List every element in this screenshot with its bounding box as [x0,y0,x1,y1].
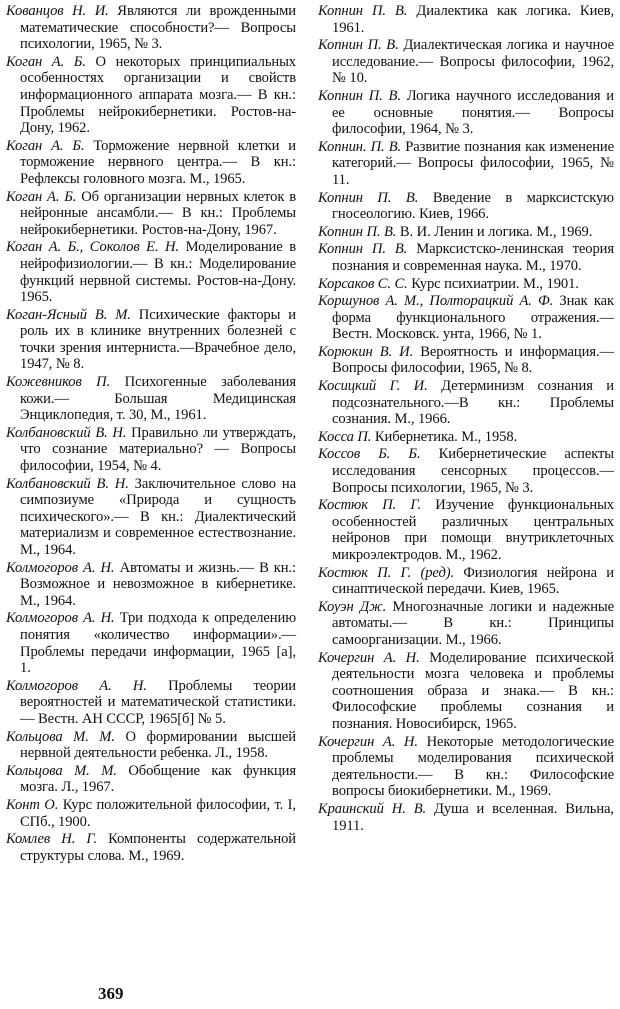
bibliography-entry [6,729,296,762]
entry-text: Проблемы теории вероятностей и математической статистики.— Вестн. АН СССР, 1965[б] № 5. [20,677,296,727]
entry-text: Автоматы и жизнь.— В кн.: Возможное и невозможное в кибернетике. М., 1964. [20,559,296,609]
entry-text: Логика научного исследования и ее основные понятия.— Вопросы философии, 1964, № 3. [332,87,614,138]
entry-text: Диалектическая логика и научное исследование.— Вопросы философии, 1962, № 10. [332,37,614,87]
entry-author: Костюк П. Г. [318,497,422,514]
entry-author: Копнин П. В. [318,241,408,258]
bibliography-entry [318,446,614,496]
entry-text: В. И. Ленин и логика. М., 1969. [396,223,593,240]
entry-text: О некоторых принципиальных особенностях организации и свойств информационного аппарата мозга.— В кн.: Проблемы нейрокибернетики. Ростов-на-Дону, 1962. [20,53,296,137]
entry-author: Конт О. [6,796,59,813]
entry-text: О формировании высшей нервной деятельности ребенка. Л., 1958. [20,728,296,762]
bibliography-entry [318,429,614,446]
entry-author: Коссов Б. Б. [318,446,421,463]
entry-author: Косицкий Г. И. [318,378,428,395]
entry-author: Коршунов А. М., Полторацкий А. Ф. [318,293,554,310]
entry-author: Краинский Н. В. [318,800,427,817]
entry-text: Марксистско-ленинская теория познания и современная наука. М., 1970. [332,241,614,274]
entry-author: Копнин. П. В. [318,138,402,155]
entry-author: Коган А. Б., Соколов Е. Н. [6,239,180,256]
bibliography-entry [318,650,614,733]
bibliography-entry [318,224,614,241]
entry-text: Моделирование в нейрофизиологии.— В кн.: Моделирование функций нервной системы. Ростов-на-Дону. 1965. [20,239,296,306]
bibliography-entry [6,797,296,830]
entry-author: Косса П. [318,428,372,445]
entry-text: Психические факторы и роль их в клинике внутренних болезней с точки зрения интерниста.—Врачебное дело, 1947, № 8. [20,306,296,373]
entry-author: Комлев Н. Г. [6,831,98,848]
entry-author: Копнин П. В. [318,3,408,19]
entry-text: Многозначные логики и надежные автоматы.— В кн.: Принципы самоорганизации. М., 1966. [332,598,614,648]
entry-text: Являются ли врожденными математические способности?— Вопросы психологии, 1965, № 3. [20,3,296,53]
bibliography-entry [6,138,296,188]
entry-text: Заключительное слово на симпозиуме «Природа и сущность психического».— В кн.: Диалектический материализм и современное естествознание. М., 1964. [20,475,296,558]
bibliography-entry [318,139,614,189]
entry-author: Копнин П. В. [318,37,399,54]
bibliography-entry [6,54,296,137]
bibliography-entry [318,599,614,649]
entry-author: Коган-Ясный В. М. [6,306,131,323]
entry-author: Кочергин А. Н. [318,733,418,750]
entry-text: Три подхода к определению понятия «количество информации».— Проблемы передачи информации, 1965 [а], 1. [20,610,296,677]
bibliography-entry [318,734,614,800]
entry-author: Кольцова М. М. [6,762,117,779]
entry-author: Копнин П. В. [318,189,419,206]
entry-text: Диалектика как логика. Киев, 1961. [332,3,614,36]
entry-text: Некоторые методологические проблемы моделирования психической деятельности.— В кн.: Философские вопросы биокибернетики. М., 1969. [332,733,615,800]
entry-author: Колмогоров А. Н. [6,677,147,694]
bibliography-entry [318,241,614,274]
bibliography-entry [318,497,614,563]
entry-text: Курс положительной философии, т. I, СПб., 1900. [20,796,296,830]
bibliography-entry [318,3,614,36]
entry-author: Коуэн Дж. [318,598,387,615]
entry-text: Душа и вселенная. Вильна, 1911. [332,800,614,834]
bibliography-column-left [6,3,296,865]
entry-author: Копнин П. В. [318,223,397,240]
entry-author: Колмогоров А. Н. [6,610,115,627]
bibliography-entry [318,88,614,138]
bibliography-entry [6,374,296,424]
entry-text: Кибернетические аспекты исследования сенсорных процессов.— Вопросы психологии, 1965, № 3. [332,446,615,496]
entry-text: Об организации нервных клеток в нейронные ансамбли.— В кн.: Проблемы нейрокибернетики. Ростов-на-Дону, 1967. [20,188,296,238]
bibliography-entry [318,801,614,834]
entry-text: Вероятность и информация.— Вопросы философии, 1965, № 8. [332,343,614,377]
entry-author: Кольцова М. М. [6,728,115,745]
bibliography-entry [318,565,614,598]
bibliography-entry [318,378,614,428]
entry-author: Колмогоров А. Н. [6,559,115,576]
bibliography-entry [6,425,296,475]
entry-author: Кованцов Н. И. [6,3,109,19]
entry-text: Детерминизм сознания и подсознательного.—В кн.: Проблемы сознания. М., 1966. [332,378,614,428]
bibliography-entry [6,560,296,610]
entry-author: Колбановский В. Н. [6,475,129,492]
bibliography-column-right [318,3,614,835]
entry-text: Правильно ли утверждать, что сознание материально? — Вопросы философии, 1954, № 4. [20,424,296,475]
entry-text: Психогенные заболевания кожи.— Большая Медицинская Энциклопедия, т. 30, М., 1961. [20,374,296,424]
bibliography-entry [318,276,614,293]
bibliography-entry [6,678,296,728]
entry-author: Корюкин В. И. [318,343,414,360]
entry-text: Кибернетика. М., 1958. [371,428,518,445]
entry-text: Физиология нейрона и синаптической передачи. Киев, 1965. [332,564,614,598]
page-number: 369 [98,984,124,1003]
entry-text: Развитие познания как изменение категорий.— Вопросы философии, 1965, № 11. [332,138,615,188]
entry-text: Знак как форма функционального отражения.— Вестн. Московск. унта, 1966, № 1. [332,293,614,343]
entry-text: Торможение нервной клетки и торможение нервного центра.— В кн.: Рефлексы головного мозга. М., 1965. [20,137,296,187]
bibliography-entry [318,190,614,223]
bibliography-entry [6,476,296,559]
bibliography-entry [6,3,296,53]
bibliography-entry [6,239,296,305]
entry-text: Изучение функциональных особенностей различных центральных нейронов при помощи внутриклеточных микроэлектродов. М., 1962. [332,497,614,563]
entry-text: Компоненты содержательной структуры слова. М., 1969. [20,831,296,864]
bibliography-entry [318,293,614,343]
bibliography-entry [318,344,614,377]
entry-author: Кочергин А. Н. [318,649,420,666]
bibliography-entry [318,37,614,87]
entry-text: Обобщение как функция мозга. Л., 1967. [20,762,296,796]
bibliography-entry [6,610,296,676]
entry-author: Корсаков С. С. [318,275,408,292]
entry-text: Моделирование психической деятельности мозга человека и проблемы соотношения образа и знака.— В кн.: Философские проблемы сознания и познания. Новосибирск, 1965. [332,649,614,732]
bibliography-entry [6,189,296,239]
entry-author: Коган А. Б. [6,53,86,70]
entry-author: Кожевников П. [6,374,111,391]
entry-author: Костюк П. Г. (ред). [318,564,455,581]
entry-author: Коган А. Б. [6,137,85,154]
entry-text: Введение в марксистскую гносеологию. Киев, 1966. [332,189,614,223]
entry-author: Коган А. Б. [6,188,77,205]
bibliography-entry [6,763,296,796]
bibliography-entry [6,307,296,373]
entry-text: Курс психиатрии. М., 1901. [407,275,579,292]
entry-author: Копнин П. В. [318,87,401,104]
bibliography-entry [6,831,296,864]
entry-author: Колбановский В. Н. [6,424,127,441]
